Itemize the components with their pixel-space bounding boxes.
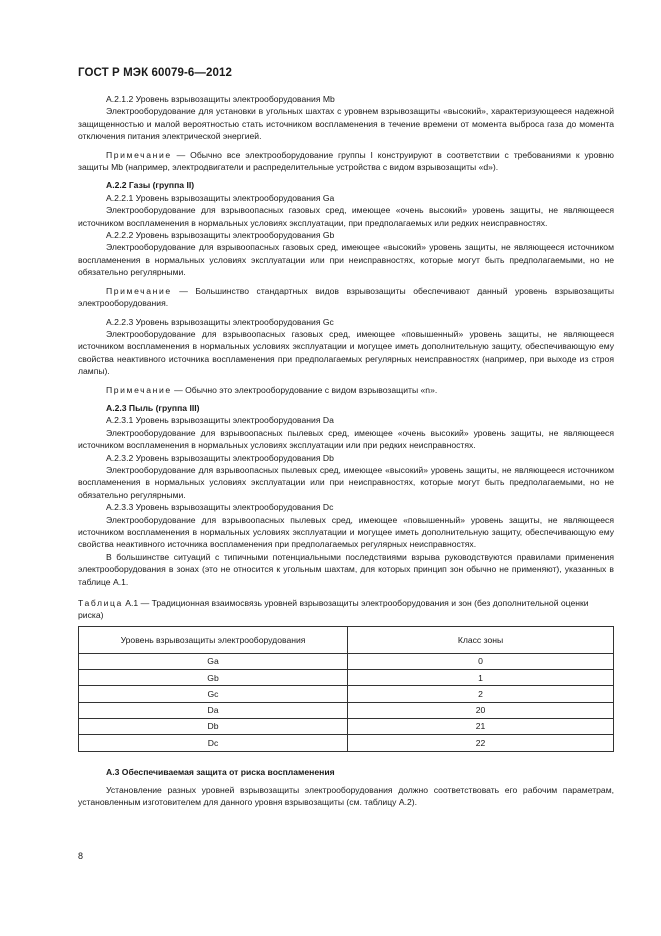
column-header-zone: Класс зоны: [348, 626, 614, 653]
cell-zone: 1: [348, 670, 614, 686]
table-caption: [78, 597, 614, 622]
cell-level: Gb: [79, 670, 348, 686]
paragraph-a221-text: Электрооборудование для взрывоопасных газовых сред, имеющее «очень высокий» уровень защиты, не являющееся источником воспламенения в нормальных условиях эксплуатации, при предполагаемых или редких неисправностях.: [78, 205, 614, 228]
paragraph-a212-title: А.2.1.2 Уровень взрывозащиты электрооборудования Mb: [106, 94, 335, 104]
table-row: [79, 735, 614, 751]
table-row: [79, 686, 614, 702]
cell-zone: 20: [348, 702, 614, 718]
note-2: [78, 285, 614, 310]
note-text: — Обычно это электрооборудование с видом взрывозащиты «n».: [174, 384, 438, 395]
paragraph-a231-title: А.2.3.1 Уровень взрывозащиты электрооборудования Da: [106, 415, 334, 426]
paragraph-a222-text: Электрооборудование для взрывоопасных газовых сред, имеющее «высокий» уровень защиты, не являющееся источником воспламенения в нормальных условиях эксплуатации или при неисправностях, которые могут быть предполагаемыми, но не обязательно регулярными.: [78, 242, 614, 278]
note-label: Примечание: [106, 149, 172, 160]
document-body: [78, 93, 614, 809]
cell-zone: 21: [348, 719, 614, 735]
cell-level: Da: [79, 702, 348, 718]
paragraph-a223-text: Электрооборудование для взрывоопасных газовых сред, имеющее «повышенный» уровень защиты, не являющееся источником воспламенения в нормальных условиях эксплуатации и могущее иметь дополнительную защиту, обеспечивающую ему свойства неактивного источника воспламенения при предполагаемых регулярных неисправностях (например, при выходе из строя лампы).: [78, 328, 614, 377]
paragraph-a222-title: А.2.2.2 Уровень взрывозащиты электрооборудования Gb: [106, 230, 335, 241]
paragraph-a223-title: А.2.2.3 Уровень взрывозащиты электрооборудования Gc: [106, 316, 334, 327]
table-caption-label: Таблица: [78, 598, 123, 609]
note-text: — Обычно все электрооборудование группы I конструируют в соответствии с требованиями к уровню защиты Mb (например, электродвигатели и распределительные устройства с видом взрывозащиты «d»).: [78, 149, 615, 173]
paragraph-a231-text: Электрооборудование для взрывоопасных пылевых сред, имеющее «очень высокий» уровень защиты, не являющееся источником воспламенения в нормальных условиях эксплуатации или при редких неисправностях.: [78, 427, 614, 451]
heading-gases: А.2.2 Газы (группа II): [106, 180, 195, 191]
cell-level: Gc: [79, 686, 348, 702]
heading-dust: А.2.3 Пыль (группа III): [106, 402, 200, 413]
cell-level: Db: [79, 719, 348, 735]
heading-a3: А.3 Обеспечиваемая защита от риска воспламенения: [106, 766, 335, 777]
cell-level: Dc: [79, 735, 348, 751]
note-label: Примечание: [106, 384, 172, 395]
cell-level: Ga: [79, 653, 348, 669]
paragraph-a233-text: Электрооборудование для взрывоопасных пылевых сред, имеющее «повышенный» уровень защиты, не являющееся источником воспламенения в нормальных условиях эксплуатации и могущее иметь дополнительную защиту, обеспечивающую ему свойства неактивного источника воспламенения при предполагаемых регулярных неисправностях.: [78, 514, 614, 550]
table-caption-text: А.1 — Традиционная взаимосвязь уровней взрывозащиты электрооборудования и зон (без дополнительной оценки риска): [78, 598, 589, 621]
table-row: [79, 653, 614, 669]
levels-zones-table: [78, 626, 614, 752]
paragraph-a232-title: А.2.3.2 Уровень взрывозащиты электрооборудования Db: [106, 452, 334, 463]
cell-zone: 0: [348, 653, 614, 669]
cell-zone: 2: [348, 686, 614, 702]
table-header-row: [79, 626, 614, 653]
column-header-level: Уровень взрывозащиты электрооборудования: [79, 626, 348, 653]
paragraph-a212-text: Электрооборудование для установки в угольных шахтах с уровнем взрывозащиты «высокий», характеризующееся надежной защищенностью и малой вероятностью стать источником воспламенения в течение времени от момента выброса газа до момента отключения питания электрической энергией.: [78, 106, 614, 142]
document-header: ГОСТ Р МЭК 60079-6—2012: [78, 67, 232, 79]
note-text: — Большинство стандартных видов взрывозащиты обеспечивают данный уровень взрывозащиты электрооборудования.: [78, 285, 614, 309]
note-label: Примечание: [106, 285, 172, 296]
table-row: [79, 670, 614, 686]
page-number: 8: [78, 851, 84, 861]
paragraph-zones-rule: В большинстве ситуаций с типичными потенциальными последствиями взрыва руководствуются правилами применения электрооборудования в зонах (это не относится к угольным шахтам, для которых принцип зон обычно не применяют), указанных в таблице А.1.: [78, 551, 614, 587]
paragraph-a221-title: А.2.2.1 Уровень взрывозащиты электрооборудования Ga: [106, 192, 335, 203]
note-1: [78, 149, 614, 174]
paragraph-a233-title: А.2.3.3 Уровень взрывозащиты электрооборудования Dc: [106, 502, 334, 513]
note-3: [78, 384, 614, 396]
paragraph-a3-text: Установление разных уровней взрывозащиты электрооборудования должно соответствовать его рабочим параметрам, установленным изготовителем для данного уровня взрывозащиты (см. таблицу А.2).: [78, 785, 614, 808]
cell-zone: 22: [348, 735, 614, 751]
paragraph-a232-text: Электрооборудование для взрывоопасных пылевых сред, имеющее «высокий» уровень защиты, не являющееся источником воспламенения в нормальных условиях эксплуатации или при неисправностях, которые могут быть предполагаемыми, но не обязательно регулярными.: [78, 464, 614, 500]
table-row: [79, 719, 614, 735]
table-row: [79, 702, 614, 718]
